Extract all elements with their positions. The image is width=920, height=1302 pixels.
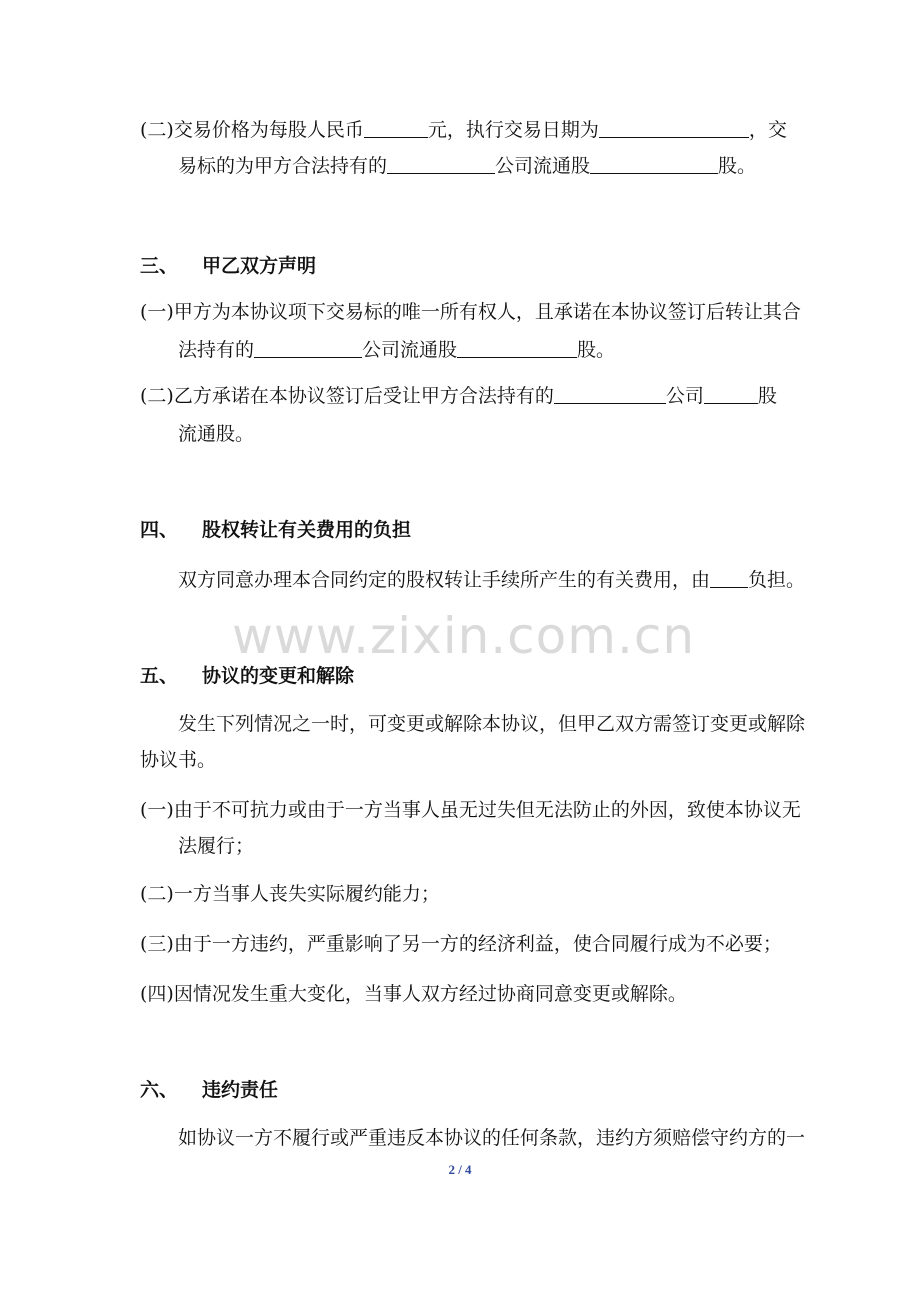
clause-5-3 [140,930,782,958]
section-4-heading [140,516,411,544]
clause-text: 股。 [718,155,757,177]
clause-3-1-line-1 [140,298,801,326]
clause-text: 协议书。 [140,749,217,771]
watermark: www.zixin.com.cn [232,607,696,665]
clause-3-2-line-2 [178,420,254,448]
clause-text: 法持有的 [178,339,255,361]
company-blank [554,384,666,404]
company-blank [387,154,495,174]
company-blank [254,338,362,358]
clause-text: 负担。 [748,569,806,591]
section-3-heading [140,252,316,280]
clause-text: (四)因情况发生重大变化，当事人双方经过协商同意变更或解除。 [140,983,687,1005]
section-5-heading [140,662,354,690]
clause-text: 股。 [577,339,616,361]
section-number: 六、 [140,1079,179,1101]
clause-text: 发生下列情况之一时，可变更或解除本协议，但甲乙双方需签订变更或解除 [178,713,806,735]
clause-3-2-line-1 [140,382,777,410]
section-title: 甲乙双方声明 [202,255,317,277]
clause-text: (二)交易价格为每股人民币 [140,119,364,141]
clause-text: ，交 [748,119,787,141]
section-number: 三、 [140,255,179,277]
shares-blank [590,154,718,174]
section-title: 协议的变更和解除 [202,665,355,687]
price-blank [364,118,428,138]
clause-text: 流通股。 [178,423,255,445]
shares-blank [704,384,758,404]
page-number: 2 / 4 [448,1162,472,1177]
clause-4-text [178,566,805,594]
clause-text: (一)由于不可抗力或由于一方当事人虽无过失但无法防止的外因，致使本协议无 [140,799,801,821]
clause-text: 公司流通股 [362,339,458,361]
clause-5-2 [140,880,440,908]
clause-3-1-line-2 [178,336,615,364]
clause-text: 如协议一方不履行或严重违反本协议的任何条款，违约方须赔偿守约方的一 [178,1127,806,1149]
clause-5-1-line-2 [178,832,254,860]
clause-text: 公司 [665,385,704,407]
clause-text: (三)由于一方违约，严重影响了另一方的经济利益，使合同履行成为不必要； [140,933,782,955]
clause-5-1-line-1 [140,796,801,824]
clause-text: 公司流通股 [495,155,591,177]
clause-text: 元，执行交易日期为 [427,119,599,141]
date-blank [599,118,749,138]
clause-6-text [178,1124,805,1152]
section-title: 股权转让有关费用的负担 [202,519,412,541]
party-blank [710,568,748,588]
clause-5-intro-line-2 [140,746,216,774]
clause-text: (二)一方当事人丧失实际履约能力； [140,883,440,905]
clause-5-intro-line-1 [178,710,805,738]
clause-5-4 [140,980,687,1008]
clause-text: 易标的为甲方合法持有的 [178,155,388,177]
clause-2-2-line-1 [140,116,787,144]
clause-text: 双方同意办理本合同约定的股权转让手续所产生的有关费用，由 [178,569,711,591]
clause-text: 法履行； [178,835,255,857]
section-6-heading [140,1076,278,1104]
section-number: 四、 [140,519,179,541]
section-title: 违约责任 [202,1079,279,1101]
clause-text: (二)乙方承诺在本协议签订后受让甲方合法持有的 [140,385,554,407]
section-number: 五、 [140,665,179,687]
clause-text: 股 [757,385,777,407]
clause-2-2-line-2 [178,152,756,180]
clause-text: (一)甲方为本协议项下交易标的唯一所有权人，且承诺在本协议签订后转让其合 [140,301,801,323]
shares-blank [457,338,577,358]
